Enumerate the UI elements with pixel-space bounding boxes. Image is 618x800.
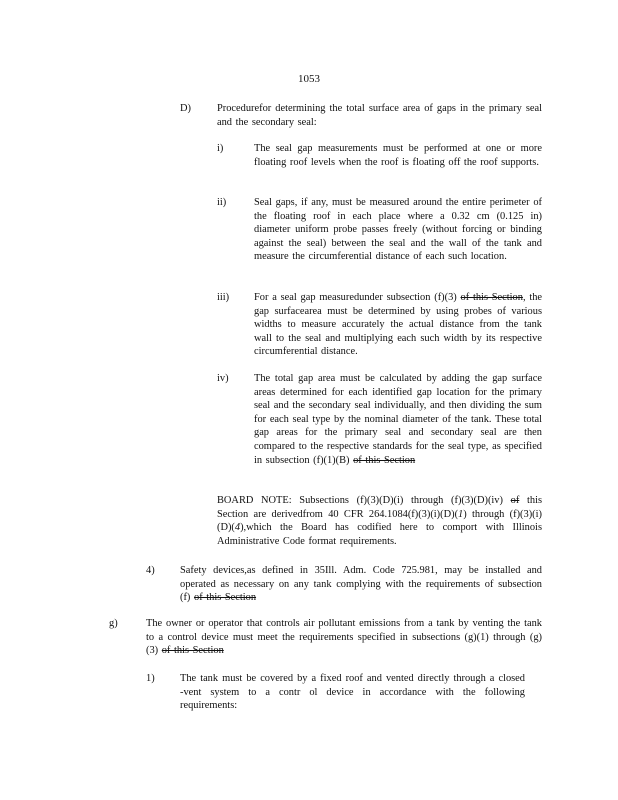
paragraph-d-label: D) [180, 103, 191, 114]
item-g1-label: 1) [146, 673, 155, 684]
item-ii-label: ii) [217, 197, 227, 208]
board-note: BOARD NOTE: Subsections (f)(3)(D)(i) through (f)(3)(D)(iv) of this Section are derivedfrom 40 CFR 264.1084(f)(3)(i)(D)(1) through (f)(3)(i)(D)(4),which the Board has codified here to comport with Illinois Administrative Code format requirements. [217, 495, 542, 547]
strikethrough-text: of this Section [161, 645, 224, 657]
paragraph-d-text: Procedurefor determining the total surface area of gaps in the primary seal and the secondary seal: [217, 103, 542, 128]
item-iv-label: iv) [217, 373, 229, 384]
subsection-g-label: g) [109, 618, 118, 629]
subsection-g-text: The owner or operator that controls air pollutant emissions from a tank by venting the tank to a control device must meet the requirements specified in subsections (g)(1) through (g)(3) of this Section [146, 618, 542, 657]
strikethrough-text: of this Section [194, 592, 257, 604]
item-4-label: 4) [146, 565, 155, 576]
strikethrough-text: of this Section [353, 454, 416, 466]
page-number: 1053 [298, 73, 320, 85]
item-g1-text: The tank must be covered by a fixed roof and vented directly through a closed -vent system to a contr ol device in accordance with the following requirements: [180, 673, 525, 712]
item-i-label: i) [217, 143, 224, 154]
strikethrough-text: of [510, 495, 520, 506]
item-4-text: Safety devices,as defined in 35Ill. Adm. Code 725.981, may be installed and operated as necessary on any tank complying with the requirements of subsection (f) of this Section [180, 565, 542, 604]
item-iv-text: The total gap area must be calculated by adding the gap surface areas determined for each identified gap location for the primary seal and the secondary seal individually, and then dividing the sum for each seal type by the nominal diameter of the tank. These total gap areas for the primary seal and secondary seal are then compared to the respective standards for the seal type, as specified in subsection (f)(1)(B) of this Section [254, 373, 542, 466]
item-iii-text: For a seal gap measuredunder subsection (f)(3) of this Section, the gap surfacearea must be determined by using probes of various widths to measure accurately the actual distance from the tank wall to the seal and multiplying each such width by its respective circumferential distance. [254, 292, 543, 358]
item-i-text: The seal gap measurements must be performed at one or more floating roof levels when the roof is floating off the roof supports. [254, 143, 542, 168]
strikethrough-text: of this Section [460, 292, 523, 303]
item-ii-text: Seal gaps, if any, must be measured around the entire perimeter of the floating roof in each place where a 0.32 cm (0.125 in) diameter uniform probe passes freely (without forcing or binding against the seal) between the seal and the wall of the tank and measure the circumferential distance of each such location. [254, 197, 542, 263]
item-iii-label: iii) [217, 292, 230, 303]
